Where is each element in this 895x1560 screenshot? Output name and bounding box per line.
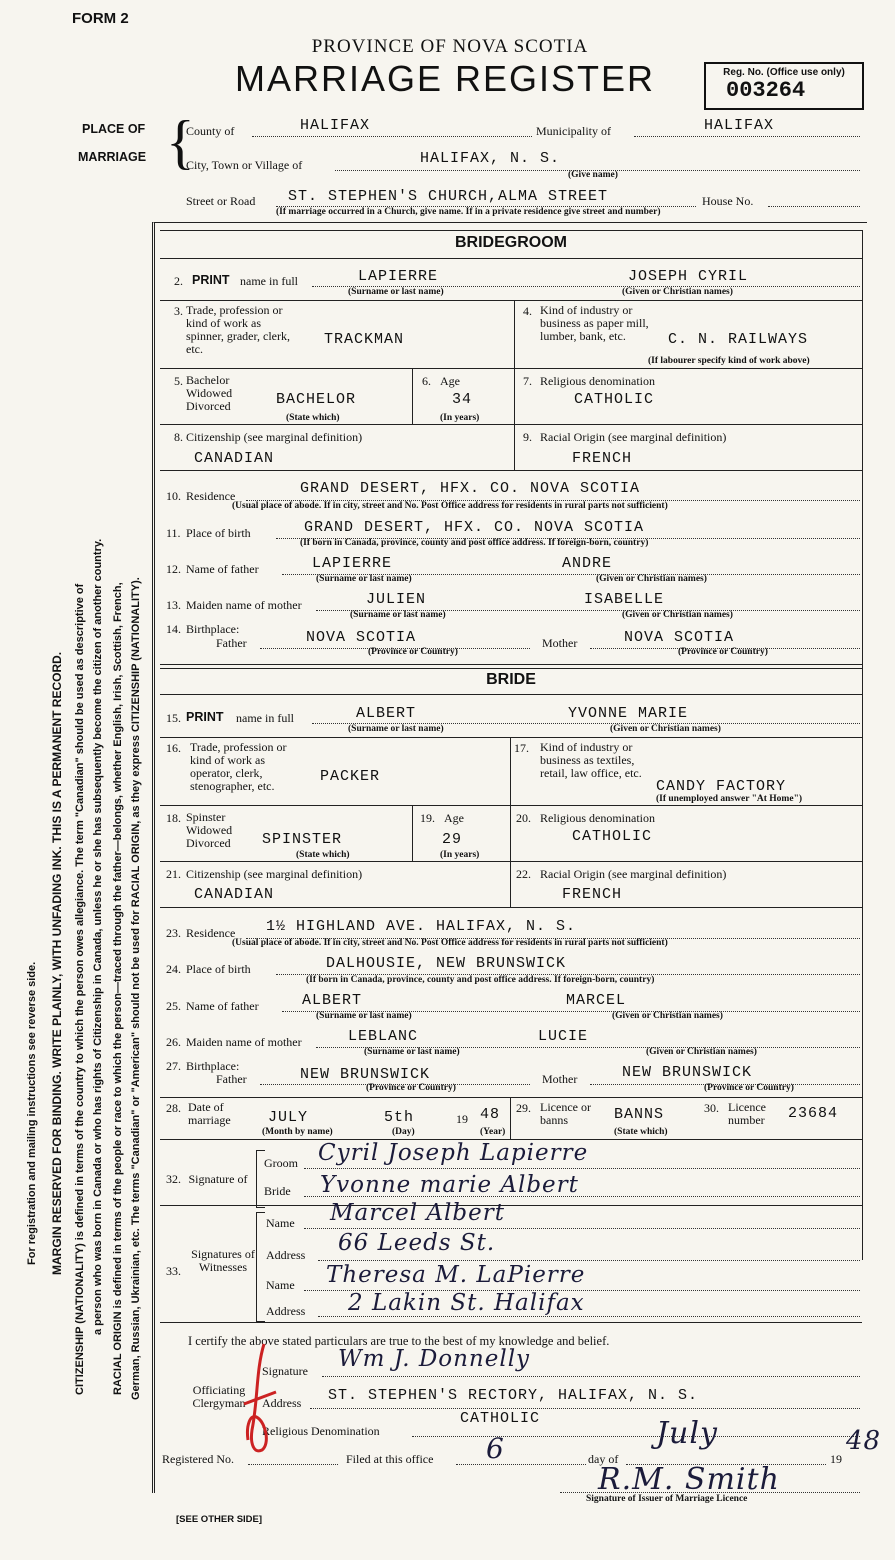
bride-industry-hint: (If unemployed answer "At Home") [656,794,803,804]
witness1-address: 66 Leeds St. [338,1230,496,1256]
item-number: 22. [516,867,531,881]
item-number: 17. [514,741,529,755]
city-line [335,152,860,171]
residence-hint: (Usual place of abode. If in city, street and No. Post Office address for residents in rural parts not sufficient) [232,501,668,511]
item-number: 28. [166,1101,181,1115]
item-number: 14. [166,622,181,636]
filed-month: July [656,1416,718,1451]
groom-mother-given: ISABELLE [584,591,665,608]
day-hint: (Day) [392,1127,415,1137]
bride-residence-label: Residence [186,926,236,940]
municipality-value: HALIFAX [704,117,775,134]
groom-father-surname: LAPIERRE [312,555,393,572]
birth-hint: (If born in Canada, province, county and post office address. If foreign-born, country) [306,975,655,985]
birthplace-label: Birthplace: [186,622,240,636]
given-hint: (Given or Christian names) [612,1011,723,1021]
surname-hint: (Surname or last name) [348,287,444,297]
filed-year-prefix: 19 [830,1452,842,1466]
surname-hint: (Surname or last name) [364,1047,460,1057]
item-number: 5. [174,374,183,388]
item-number: 6. [422,374,431,388]
clergy-signature-label: Signature [262,1364,308,1378]
witness1-address-label: Address [266,1248,306,1262]
month-hint: (Month by name) [262,1127,333,1137]
street-value: ST. STEPHEN'S CHURCH,ALMA STREET [288,188,609,205]
street-hint: (If marriage occurred in a Church, give name. If in a private residence give street and number) [276,207,661,217]
bride-sig-label: Bride [264,1184,291,1198]
groom-birth-label: Place of birth [186,526,251,540]
signature-of-label: Signature of [188,1172,248,1186]
margin-binding: MARGIN RESERVED FOR BINDING. WRITE PLAINLY, WITH UNFADING INK. THIS IS A PERMANENT RECORD. [50,651,64,1275]
status-hint: (State which) [286,413,340,423]
age-hint: (In years) [440,413,480,423]
bride-age-label: Age [444,811,464,825]
bride-residence: 1½ HIGHLAND AVE. HALIFAX, N. S. [266,918,577,935]
groom-status: BACHELOR [276,391,357,408]
issuer-line [560,1480,860,1493]
item-number: 29. [516,1101,531,1115]
groom-religion-label: Religious denomination [540,374,655,388]
bride-industry-label: Kind of industry or business as textiles, retail, law office, etc. [540,740,642,780]
groom-mother-birthplace: NOVA SCOTIA [624,629,735,646]
groom-name-label: name in full [240,274,298,288]
bride-surname: ALBERT [356,705,417,722]
country-hint: (Province or Country) [366,1083,456,1093]
item-number: 26. [166,1035,181,1049]
country-hint: (Province or Country) [678,647,768,657]
reg-number-label: Reg. No. (Office use only) [723,67,845,78]
bride-industry: CANDY FACTORY [656,778,787,795]
red-check-mark [236,1340,284,1460]
witness-label: Signatures of Witnesses [191,1247,255,1274]
item-number: 25. [166,999,181,1013]
form-frame-right [862,230,863,1260]
officiating-label: Officiating Clergyman [192,1383,246,1410]
item-number: 21. [166,867,181,881]
page-title: MARRIAGE REGISTER [234,58,656,99]
bride-father-surname: ALBERT [302,992,363,1009]
year-hint: (Year) [480,1127,506,1137]
groom-racial: FRENCH [572,450,633,467]
section-bride: BRIDE [486,671,536,688]
groom-status-label: Bachelor Widowed Divorced [186,373,233,413]
item-number: 33. [166,1264,181,1278]
father-word: Father [216,636,247,650]
marriage-year-prefix: 19 [456,1112,468,1126]
surname-hint: (Surname or last name) [348,724,444,734]
province-heading: PROVINCE OF NOVA SCOTIA [311,36,589,57]
groom-given: JOSEPH CYRIL [628,268,749,285]
filed-year: 48 [846,1426,882,1456]
groom-trade-label: Trade, profession or kind of work as spinner, grader, clerk, etc. [186,303,290,356]
bride-status: SPINSTER [262,831,343,848]
denomination-label: Religious Denomination [262,1424,380,1438]
licence-number: 23684 [788,1105,839,1122]
groom-residence: GRAND DESERT, HFX. CO. NOVA SCOTIA [300,480,641,497]
given-hint: (Given or Christian names) [622,287,733,297]
given-hint: (Given or Christian names) [610,724,721,734]
groom-trade: TRACKMAN [324,331,405,348]
given-hint: (Given or Christian names) [622,610,733,620]
surname-hint: (Surname or last name) [316,574,412,584]
mother-word: Mother [542,1072,578,1086]
witness2-name-label: Name [266,1278,295,1292]
given-hint: (Given or Christian names) [596,574,707,584]
margin-citizenship-2: a person who was born in Canada or who has rights of Citizenship in Canada, unless he or she has subsequently become the citizen of another country. [92,538,104,1335]
witness1-name: Marcel Albert [330,1200,505,1226]
municipality-label: Municipality of [536,124,611,138]
item-number: 16. [166,741,181,755]
reg-number: 003264 [726,78,806,103]
item-number: 19. [420,811,435,825]
bride-age: 29 [442,831,463,848]
witness-bracket [256,1212,265,1322]
bride-citizenship-label: Citizenship (see marginal definition) [186,867,363,881]
county-value: HALIFAX [300,117,371,134]
status-hint: (State which) [296,850,350,860]
witness2-address-label: Address [266,1304,306,1318]
item-number: 7. [523,374,532,388]
filed-label: Filed at this office [346,1452,434,1466]
filed-day: 6 [486,1432,505,1465]
bride-status-label: Spinster Widowed Divorced [186,810,233,850]
bride-birth-label: Place of birth [186,962,251,976]
groom-mother-surname: JULIEN [366,591,427,608]
licence-value: BANNS [614,1106,665,1123]
groom-industry-hint: (If labourer specify kind of work above) [648,356,810,366]
registered-line [248,1446,338,1465]
item-number: 11. [166,526,181,540]
bride-racial: FRENCH [562,886,623,903]
marriage-year: 48 [480,1106,501,1123]
form-number: FORM 2 [72,10,129,27]
item-number: 8. [174,430,183,444]
place-label-2: MARRIAGE [78,150,147,164]
marriage-day: 5th [384,1109,415,1126]
issuer-signature: R.M. Smith [598,1462,780,1497]
item-number: 18. [166,811,181,825]
city-label: City, Town or Village of [186,158,303,172]
item-number: 2. [174,274,183,288]
surname-hint: (Surname or last name) [316,1011,412,1021]
mother-word: Mother [542,636,578,650]
item-number: 15. [166,711,181,725]
groom-sig-label: Groom [264,1156,298,1170]
item-number: 24. [166,962,181,976]
item-number: 13. [166,598,181,612]
margin-racial-1: RACIAL ORIGIN is defined in terms of the people or race to which the person—traced through the father—belongs, whether English, Irish, Scottish, French, [112,582,124,1395]
filed-line [456,1446,586,1465]
item-number: 3. [174,304,183,318]
place-label-1: PLACE OF [82,122,146,136]
groom-age: 34 [452,391,473,408]
clergy-signature: Wm J. Donnelly [338,1346,531,1372]
item-number: 32. [166,1172,181,1186]
bride-racial-label: Racial Origin (see marginal definition) [540,867,727,881]
residence-hint: (Usual place of abode. If in city, street and No. Post Office address for residents in rural parts not sufficient) [232,938,668,948]
clergy-address: ST. STEPHEN'S RECTORY, HALIFAX, N. S. [328,1387,699,1404]
issuer-label: Signature of Issuer of Marriage Licence [586,1494,748,1504]
item-number: 27. [166,1059,181,1073]
item-number: 23. [166,926,181,940]
groom-citizenship-label: Citizenship (see marginal definition) [186,430,363,444]
item-number: 30. [704,1101,719,1115]
witness2-name: Theresa M. LaPierre [326,1262,586,1288]
city-hint: (Give name) [568,170,618,180]
bride-father-label: Name of father [186,999,259,1013]
groom-birth: GRAND DESERT, HFX. CO. NOVA SCOTIA [304,519,645,536]
clergy-denomination: CATHOLIC [460,1410,541,1427]
witness1-name-label: Name [266,1216,295,1230]
bride-name-label: name in full [236,711,294,725]
print-label: PRINT [186,710,224,724]
item-number: 10. [166,489,181,503]
groom-surname: LAPIERRE [358,268,439,285]
groom-mother-label: Maiden name of mother [186,598,302,612]
bride-religion-label: Religious denomination [540,811,655,825]
item-number: 9. [523,430,532,444]
groom-father-label: Name of father [186,562,259,576]
groom-religion: CATHOLIC [574,391,655,408]
groom-signature: Cyril Joseph Lapierre [318,1140,589,1166]
bride-father-given: MARCEL [566,992,627,1009]
birth-hint: (If born in Canada, province, county and post office address. If foreign-born, country) [300,538,649,548]
clergy-address-label: Address [262,1396,302,1410]
marriage-month: JULY [268,1109,309,1126]
groom-father-given: ANDRE [562,555,613,572]
section-bridegroom: BRIDEGROOM [455,234,567,251]
bride-mother-surname: LEBLANC [348,1028,419,1045]
house-line [768,188,860,207]
father-word: Father [216,1072,247,1086]
see-other-side: [SEE OTHER SIDE] [176,1514,263,1525]
bride-religion: CATHOLIC [572,828,653,845]
registered-label: Registered No. [162,1452,234,1466]
city-value: HALIFAX, N. S. [420,150,561,167]
witness2-address: 2 Lakin St. Halifax [348,1290,585,1316]
bride-father-birthplace: NEW BRUNSWICK [300,1066,431,1083]
place-brace: { [166,109,195,175]
groom-age-label: Age [440,374,460,388]
bride-mother-birthplace: NEW BRUNSWICK [622,1064,753,1081]
licence-label: Licence or banns [540,1100,591,1127]
item-number: 20. [516,811,531,825]
marriage-date-label: Date of marriage [188,1100,231,1127]
day-of-label: day of [588,1452,619,1466]
bride-trade: PACKER [320,768,381,785]
county-line [252,118,532,137]
margin-instructions: For registration and mailing instructions see reverse side. [26,961,38,1265]
bride-given: YVONNE MARIE [568,705,689,722]
groom-father-birthplace: NOVA SCOTIA [306,629,417,646]
print-label: PRINT [192,273,230,287]
county-label: County of [186,124,235,138]
house-label: House No. [702,194,754,208]
item-number: 4. [523,304,532,318]
surname-hint: (Surname or last name) [350,610,446,620]
bride-birth: DALHOUSIE, NEW BRUNSWICK [326,955,567,972]
street-label: Street or Road [186,194,256,208]
certify-text: I certify the above stated particulars are true to the best of my knowledge and belief. [188,1334,610,1348]
country-hint: (Province or Country) [368,647,458,657]
bride-trade-label: Trade, profession or kind of work as operator, clerk, stenographer, etc. [190,740,287,793]
bride-mother-given: LUCIE [538,1028,589,1045]
bride-mother-label: Maiden name of mother [186,1035,302,1049]
bride-signature: Yvonne marie Albert [320,1172,579,1198]
state-hint: (State which) [614,1127,668,1137]
groom-citizenship: CANADIAN [194,450,275,467]
margin-racial-2: German, Russian, Ukrainian, etc. The terms "Canadian" or "American" should not be used for RACIAL ORIGIN, as they express CITIZENSHIP (NATIONALITY). [130,577,142,1400]
country-hint: (Province or Country) [704,1083,794,1093]
bride-citizenship: CANADIAN [194,886,275,903]
reg-number-box [704,62,864,110]
margin-citizenship-1: CITIZENSHIP (NATIONALITY) is defined in terms of the country to which the person owes allegiance. The term "Canadian" should be used as descriptive of [74,583,86,1395]
groom-industry: C. N. RAILWAYS [668,331,809,348]
given-hint: (Given or Christian names) [646,1047,757,1057]
groom-residence-label: Residence [186,489,236,503]
groom-racial-label: Racial Origin (see marginal definition) [540,430,727,444]
birthplace-label: Birthplace: [186,1059,240,1073]
item-number: 12. [166,562,181,576]
groom-industry-label: Kind of industry or business as paper mill, lumber, bank, etc. [540,303,649,343]
licence-number-label: Licence number [728,1100,766,1127]
age-hint: (In years) [440,850,480,860]
